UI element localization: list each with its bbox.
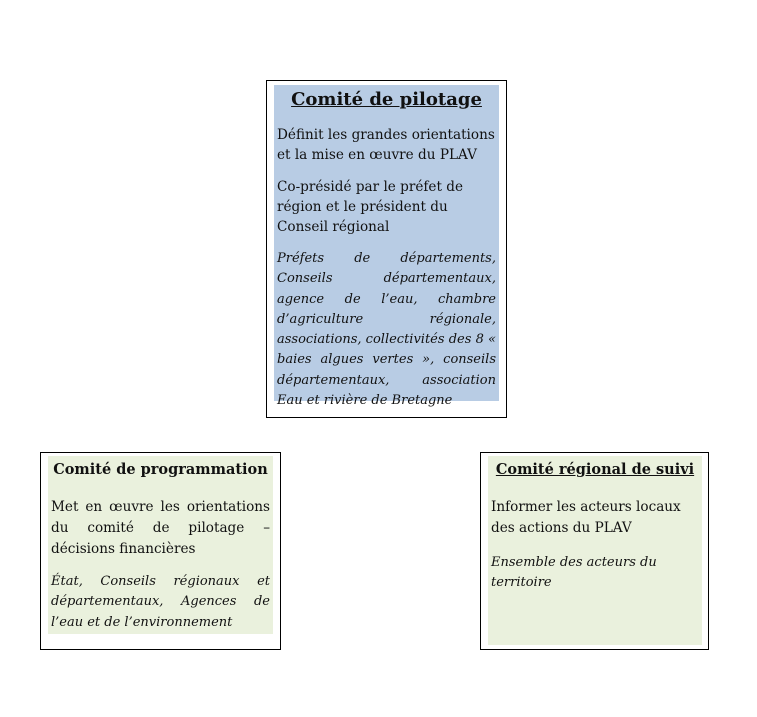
comite-pilotage-members: Préfets de départements, Conseils départementaux, agence de l’eau, chambre d’agriculture régionale, associations, collectivités des 8 « baies algues vertes », conseils départementaux, association Eau et rivière de Bretagne xyxy=(277,251,496,409)
comite-pilotage-box xyxy=(266,80,507,418)
comite-pilotage-panel xyxy=(274,85,499,409)
comite-suivi-title: Comité régional de suivi xyxy=(495,461,695,478)
comite-programmation-role: Met en œuvre les orientations du comité de pilotage – décisions financières xyxy=(51,499,270,557)
comite-programmation-box xyxy=(40,452,281,650)
comite-pilotage-role: Définit les grandes orientations et la mise en œuvre du PLAV xyxy=(277,127,495,163)
comite-programmation-panel xyxy=(48,456,273,634)
comite-programmation-members: État, Conseils régionaux et départementaux, Agences de l’eau et de l’environnement xyxy=(51,574,270,630)
comite-suivi-role: Informer les acteurs locaux des actions du PLAV xyxy=(491,499,681,536)
comite-suivi-box xyxy=(480,452,709,650)
comite-suivi-members: Ensemble des acteurs du territoire xyxy=(491,555,657,590)
comite-suivi-panel xyxy=(488,456,702,645)
comite-pilotage-chair: Co-présidé par le préfet de région et le président du Conseil régional xyxy=(277,179,464,235)
comite-programmation-title: Comité de programmation xyxy=(53,461,268,478)
comite-pilotage-title: Comité de pilotage xyxy=(291,89,482,110)
